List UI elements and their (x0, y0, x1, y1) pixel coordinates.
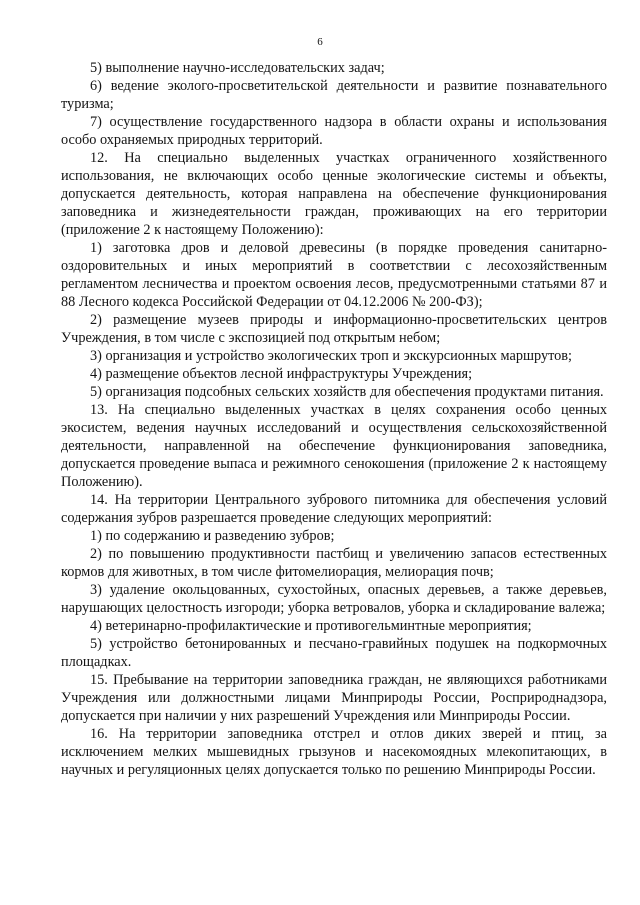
paragraph-item-6-eco-education: 6) ведение эколого-просветительской деятельности и развитие познавательного туризма; (61, 78, 607, 112)
paragraph-clause-14-item-1: 1) по содержанию и разведению зубров; (90, 528, 335, 544)
document-body (61, 59, 607, 779)
paragraph-clause-12-item-4: 4) размещение объектов лесной инфраструктуры Учреждения; (90, 366, 473, 382)
paragraph-clause-14-item-5: 5) устройство бетонированных и песчано-гравийных подушек на подкормочных площадках. (61, 636, 607, 670)
paragraph-clause-14-item-3: 3) удаление окольцованных, сухостойных, опасных деревьев, а также деревьев, нарушающих целостность изгороди; уборка ветровалов, уборка и складирование валежа; (61, 582, 607, 616)
paragraph-item-7-state-supervision: 7) осуществление государственного надзора в области охраны и использования особо охраняемых природных территорий. (61, 114, 607, 148)
paragraph-clause-12: 12. На специально выделенных участках ограниченного хозяйственного использования, не включающих особо ценные экологические системы и объекты, допускается деятельность, которая направлена на обеспечение функционирования заповедника и жизнедеятельности граждан, проживающих на его территории (приложение 2 к настоящему Положению): (61, 150, 607, 238)
paragraph-clause-12-item-2: 2) размещение музеев природы и информационно-просветительских центров Учреждения, в том числе с экспозицией под открытым небом; (61, 312, 607, 346)
paragraph-item-5-research: 5) выполнение научно-исследовательских задач; (90, 60, 385, 76)
paragraph-clause-12-item-1: 1) заготовка дров и деловой древесины (в порядке проведения санитарно-оздоровительных и иных мероприятий в соответствии с лесохозяйственным регламентом лесничества и проектом освоения лесов, предусмотренными статьями 87 и 88 Лесного кодекса Российской Федерации от 04.12.2006 № 200-ФЗ); (61, 240, 607, 310)
paragraph-clause-14-item-2: 2) по повышению продуктивности пастбищ и увеличению запасов естественных кормов для животных, в том числе фитомелиорация, мелиорация почв; (61, 546, 607, 580)
page-number: 6 (317, 36, 323, 48)
paragraph-clause-12-item-5: 5) организация подсобных сельских хозяйств для обеспечения продуктами питания. (90, 384, 604, 400)
paragraph-clause-14-item-4: 4) ветеринарно-профилактические и противогельминтные мероприятия; (90, 618, 532, 634)
paragraph-clause-15: 15. Пребывание на территории заповедника граждан, не являющихся работниками Учреждения или должностными лицами Минприроды России, Росприроднадзора, допускается при наличии у них разрешений Учреждения или Минприроды России. (61, 672, 607, 724)
paragraph-clause-13: 13. На специально выделенных участках в целях сохранения особо ценных экосистем, ведения научных исследований и осуществления сельскохозяйственной деятельности, направленной на обеспечение функционирования заповедника, допускается проведение выпаса и режимного сенокошения (приложение 2 к настоящему Положению). (61, 402, 607, 490)
paragraph-clause-12-item-3: 3) организация и устройство экологических троп и экскурсионных маршрутов; (90, 348, 573, 364)
paragraph-clause-14: 14. На территории Центрального зубрового питомника для обеспечения условий содержания зубров разрешается проведение следующих мероприятий: (61, 492, 607, 526)
paragraph-clause-16: 16. На территории заповедника отстрел и отлов диких зверей и птиц, за исключением мелких мышевидных грызунов и насекомоядных млекопитающих, в научных и регуляционных целях допускается только по решению Минприроды России. (61, 726, 607, 778)
